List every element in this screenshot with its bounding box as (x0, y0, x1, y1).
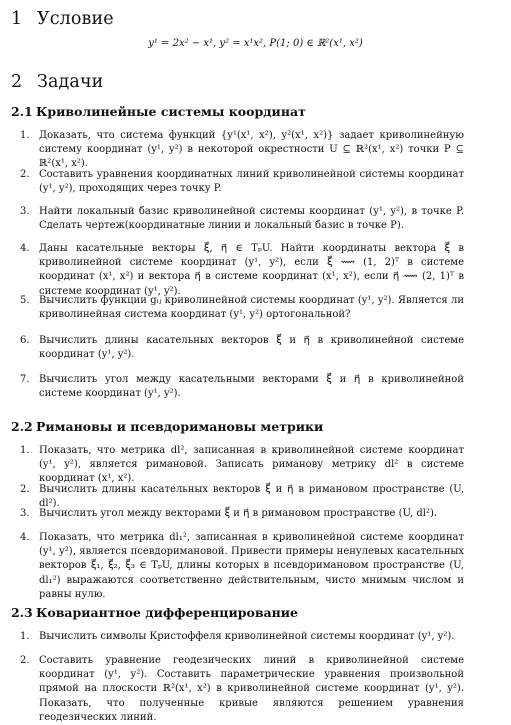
task-item: 7. Вычислить угол между касательными векторами ξ⃗ и η⃗ в криволинейной системе координат (y¹, y²). (20, 374, 464, 400)
task-item: 6. Вычислить длины касательных векторов ξ⃗ и η⃗ в криволинейной системе координат (y¹, y²). (20, 335, 464, 361)
section-heading-tasks: 2 Задачи (11, 72, 104, 92)
section-heading-condition: 1 Условие (11, 9, 114, 29)
task-item: 2. Составить уравнение геодезических линий в криволинейной системе координат (y¹, y²). Составить параметрические уравнения произвольной прямой на плоскости ℝ²(x¹, x²) в криволинейной системе координат (y¹, y²). Показать, что полученные кривые являются решением уравнения геодезических линий. (20, 655, 464, 723)
task-item: 1. Показать, что метрика dl², записанная в криволинейной системе координат (y¹, y²), является римановой. Записать риманову метрику dl² в системе координат (x¹, x²). (20, 445, 464, 485)
task-item: 4. Даны касательные векторы ξ⃗, η⃗ ∈ TₚU. Найти координаты вектора ξ⃗ в криволинейной системе координат (y¹, y²), если ξ⃗ ⟿ (1, 2)ᵀ в системе координат (x¹, x²) и вектора η⃗ в системе координат (x¹, x²), если η⃗ ⟿ (2, 1)ᵀ в системе координат (y¹, y²). (20, 243, 464, 297)
task-item: 3. Найти локальный базис криволинейной системы координат (y¹, y²), в точке P. Сделать чертеж(координатные линии и локальный базис в точке P). (20, 206, 464, 232)
subsection-heading-curvilinear: 2.1 Криволинейные системы координат (11, 104, 306, 119)
task-item: 3. Вычислить угол между векторами ξ⃗ и η⃗ в римановом пространстве (U, dl²). (20, 508, 438, 519)
subsection-heading-metrics: 2.2 Римановы и псевдоримановы метрики (11, 419, 324, 434)
subsection-heading-covariant: 2.3 Ковариантное дифференцирование (11, 605, 298, 620)
task-item: 2. Составить уравнения координатных линий криволинейной системы координат (y¹, y²), проходящих через точку P. (20, 169, 464, 195)
task-item: 1. Доказать, что система функций {y¹(x¹, x²), y²(x¹, x²)} задает криволинейную систему координат (y¹, y²) в некоторой окрестности U ⊆ ℝ²(x¹, x²) точки P ⊆ ℝ²(x¹, x²). (20, 130, 464, 170)
task-item: 4. Показать, что метрика dl₁², записанная в криволинейной системе координат (y¹, y²), является псевдоримановой. Привести примеры ненулевых касательных векторов ξ⃗₁, ξ⃗₂, ξ⃗₃ ∈ TₚU, длины которых в псевдоримановом пространстве (U, dl₁²) выражаются соответственно действительным, чисто мнимым числом и равны нулю. (20, 532, 464, 600)
task-item: 1. Вычислить символы Кристоффеля криволинейной системы координат (y¹, y²). (20, 631, 455, 642)
condition-formula: y¹ = 2x² − x¹, y² = x¹x², P(1; 0) ∈ ℝ²(x¹, x²) (148, 38, 363, 49)
task-item: 5. Вычислить функции gᵢⱼ криволинейной системы координат (y¹, y²). Является ли криволинейная система координат (y¹, y²) ортогональной? (20, 295, 464, 321)
task-item: 2. Вычислить длины касательных векторов ξ⃗ и η⃗ в римановом пространстве (U, dl²). (20, 484, 464, 510)
